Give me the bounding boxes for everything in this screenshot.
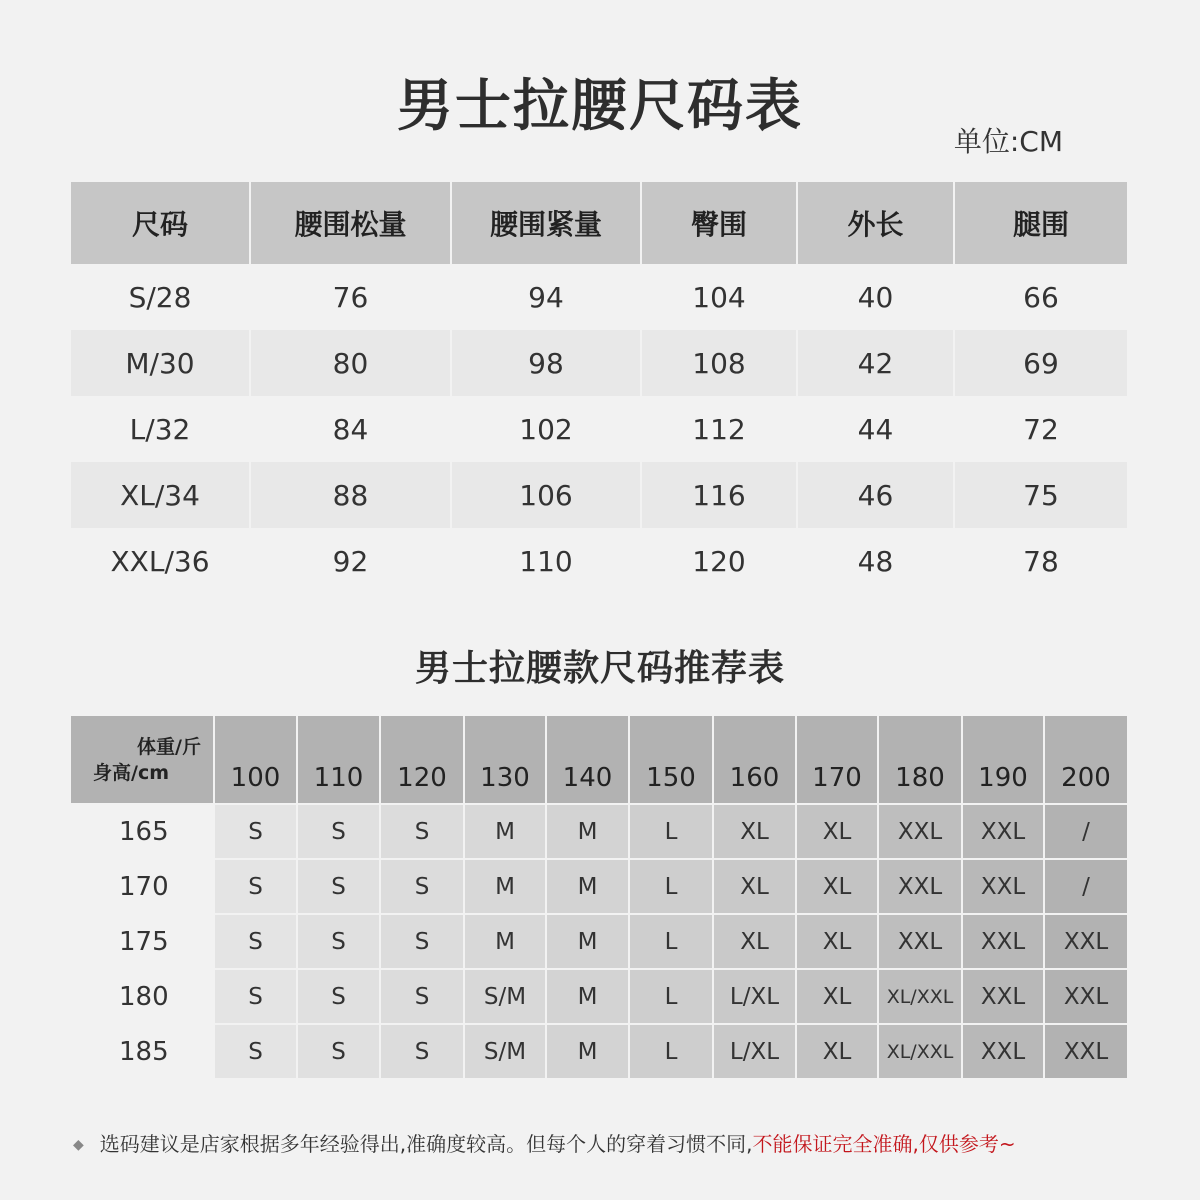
size-recommendation-table — [71, 716, 1127, 1078]
size-cell: XXL — [1044, 914, 1127, 969]
value-cell: 112 — [641, 396, 797, 462]
size-cell: S — [297, 859, 380, 914]
size-cell: M — [464, 804, 546, 859]
value-cell: 108 — [641, 330, 797, 396]
header-cell: 臀围 — [641, 182, 797, 264]
value-cell: 94 — [451, 264, 641, 330]
size-cell: XL — [796, 859, 878, 914]
section-subtitle: 男士拉腰款尺码推荐表 — [414, 648, 785, 689]
size-cell: XXL — [962, 804, 1044, 859]
size-cell: S — [297, 914, 380, 969]
height-cell: 165 — [71, 804, 214, 859]
size-cell: XL — [796, 804, 878, 859]
size-cell: S — [380, 969, 464, 1024]
weight-header-cell: 190 — [962, 716, 1044, 804]
value-cell: 110 — [451, 528, 641, 594]
disclaimer-warning: 不能保证完全准确,仅供参考~ — [752, 1132, 1016, 1156]
value-cell: 106 — [451, 462, 641, 528]
weight-header-cell: 200 — [1044, 716, 1127, 804]
size-cell: XL — [796, 969, 878, 1024]
size-cell: M — [546, 969, 629, 1024]
weight-header-cell: 110 — [297, 716, 380, 804]
value-cell: 120 — [641, 528, 797, 594]
value-cell: 44 — [797, 396, 954, 462]
size-cell: XXL — [878, 804, 962, 859]
page-title: 男士拉腰尺码表 — [397, 74, 803, 139]
height-cell: 175 — [71, 914, 214, 969]
height-cell: 180 — [71, 969, 214, 1024]
value-cell: 42 — [797, 330, 954, 396]
weight-header-cell: 180 — [878, 716, 962, 804]
header-cell: 腰围紧量 — [451, 182, 641, 264]
header-cell: 尺码 — [71, 182, 250, 264]
size-cell: XXL — [962, 969, 1044, 1024]
value-cell: 72 — [954, 396, 1127, 462]
size-cell: S/M — [464, 969, 546, 1024]
value-cell: 92 — [250, 528, 451, 594]
height-cell: 170 — [71, 859, 214, 914]
table-row — [71, 396, 1127, 462]
weight-header-cell: 130 — [464, 716, 546, 804]
size-cell: XXL — [878, 914, 962, 969]
weight-header-cell: 140 — [546, 716, 629, 804]
size-cell: S — [380, 859, 464, 914]
size-cell: S — [214, 804, 297, 859]
value-cell: 80 — [250, 330, 451, 396]
size-cell: XL — [796, 1024, 878, 1078]
table-row — [71, 264, 1127, 330]
value-cell: 104 — [641, 264, 797, 330]
size-cell: S/28 — [71, 264, 250, 330]
header-cell: 腰围松量 — [250, 182, 451, 264]
value-cell: 40 — [797, 264, 954, 330]
size-cell: L — [629, 914, 713, 969]
size-cell: S — [380, 914, 464, 969]
value-cell: 66 — [954, 264, 1127, 330]
size-cell: XXL — [1044, 969, 1127, 1024]
size-cell: XL/34 — [71, 462, 250, 528]
size-cell: M — [546, 859, 629, 914]
size-cell: S — [214, 969, 297, 1024]
size-cell: L — [629, 804, 713, 859]
height-cell: 185 — [71, 1024, 214, 1078]
size-cell: M — [464, 914, 546, 969]
size-cell: XL/XXL — [878, 1024, 962, 1078]
size-cell: XL — [713, 914, 796, 969]
size-cell: M — [546, 1024, 629, 1078]
size-cell: S/M — [464, 1024, 546, 1078]
table-row — [71, 528, 1127, 594]
size-cell: L — [629, 969, 713, 1024]
size-cell: S — [380, 804, 464, 859]
table-row — [71, 804, 1127, 859]
value-cell: 75 — [954, 462, 1127, 528]
weight-header-cell: 100 — [214, 716, 297, 804]
header-cell: 外长 — [797, 182, 954, 264]
size-cell: L/32 — [71, 396, 250, 462]
size-cell: S — [214, 1024, 297, 1078]
table-row — [71, 462, 1127, 528]
table-row — [71, 859, 1127, 914]
size-cell: / — [1044, 859, 1127, 914]
size-cell: XXL — [962, 859, 1044, 914]
size-cell: XXL — [878, 859, 962, 914]
value-cell: 102 — [451, 396, 641, 462]
value-cell: 84 — [250, 396, 451, 462]
diamond-bullet-icon: ◆ — [73, 1137, 84, 1153]
size-cell: S — [297, 969, 380, 1024]
size-cell: M — [546, 914, 629, 969]
weight-header-cell: 150 — [629, 716, 713, 804]
size-cell: S — [214, 859, 297, 914]
size-cell: L/XL — [713, 1024, 796, 1078]
size-cell: S — [297, 1024, 380, 1078]
disclaimer-text: 选码建议是店家根据多年经验得出,准确度较高。但每个人的穿着习惯不同, — [99, 1132, 753, 1156]
size-cell: XL — [713, 859, 796, 914]
table-row — [71, 330, 1127, 396]
weight-axis-label: 体重/斤 — [137, 736, 201, 758]
table-row — [71, 1024, 1127, 1078]
table-row — [71, 969, 1127, 1024]
size-cell: S — [297, 804, 380, 859]
size-chart-header-row — [71, 182, 1127, 264]
size-cell: XL — [796, 914, 878, 969]
unit-label: 单位:CM — [953, 125, 1063, 158]
size-cell: L — [629, 1024, 713, 1078]
height-axis-label: 身高/cm — [93, 762, 170, 784]
value-cell: 46 — [797, 462, 954, 528]
size-cell: M/30 — [71, 330, 250, 396]
size-cell: S — [214, 914, 297, 969]
size-cell: XL/XXL — [878, 969, 962, 1024]
size-cell: XXL — [962, 914, 1044, 969]
size-cell: M — [464, 859, 546, 914]
weight-header-cell: 120 — [380, 716, 464, 804]
header-cell: 腿围 — [954, 182, 1127, 264]
size-cell: S — [380, 1024, 464, 1078]
table-row — [71, 914, 1127, 969]
size-cell: XXL — [962, 1024, 1044, 1078]
value-cell: 78 — [954, 528, 1127, 594]
size-cell: XXL — [1044, 1024, 1127, 1078]
value-cell: 88 — [250, 462, 451, 528]
value-cell: 76 — [250, 264, 451, 330]
weight-header-cell: 170 — [796, 716, 878, 804]
size-cell: XXL/36 — [71, 528, 250, 594]
disclaimer-note — [73, 1128, 1016, 1157]
size-cell: / — [1044, 804, 1127, 859]
value-cell: 98 — [451, 330, 641, 396]
size-cell: L — [629, 859, 713, 914]
value-cell: 116 — [641, 462, 797, 528]
size-chart-table — [71, 182, 1127, 594]
value-cell: 69 — [954, 330, 1127, 396]
weight-header-cell: 160 — [713, 716, 796, 804]
size-cell: M — [546, 804, 629, 859]
size-cell: L/XL — [713, 969, 796, 1024]
size-cell: XL — [713, 804, 796, 859]
corner-header-cell — [71, 716, 214, 804]
value-cell: 48 — [797, 528, 954, 594]
recommendation-header-row — [71, 716, 1127, 804]
